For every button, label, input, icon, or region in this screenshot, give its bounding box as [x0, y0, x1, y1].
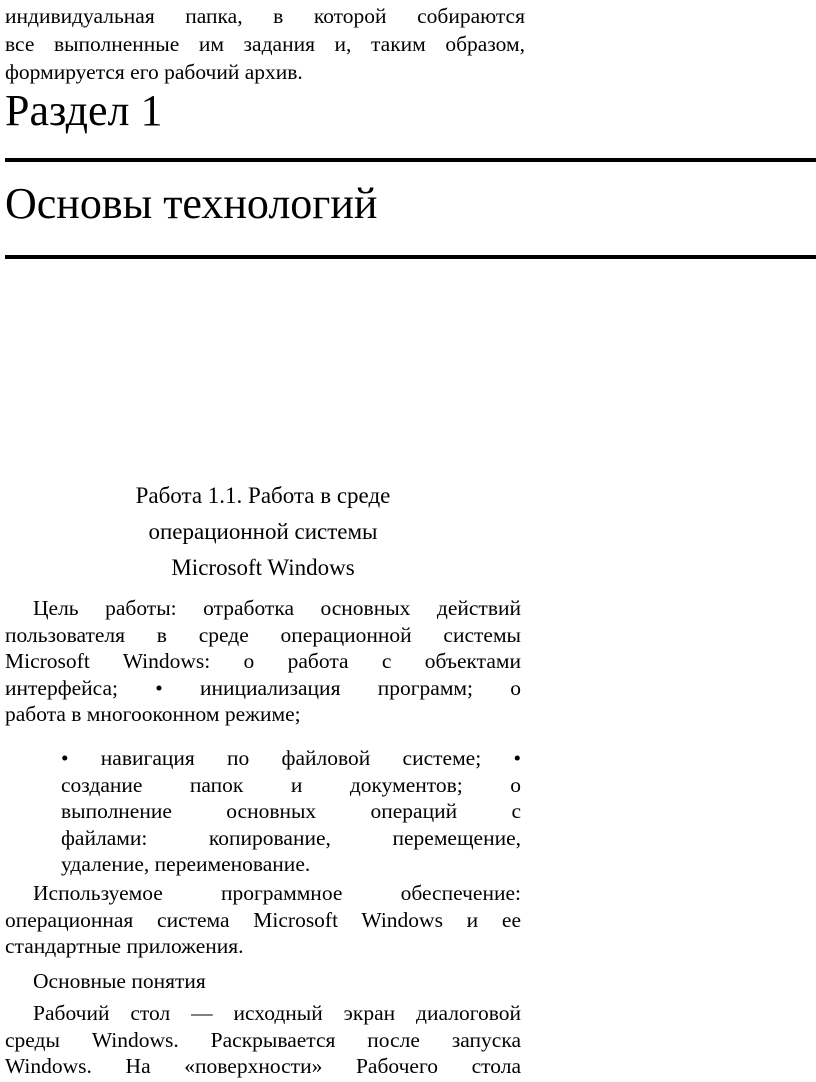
section-top-rule: [5, 158, 816, 162]
section-label: Раздел 1: [5, 86, 163, 135]
intro-line: формируется его рабочий архив.: [5, 60, 303, 84]
goal-list-line: создание папок и документов; o: [61, 772, 521, 797]
work-title-line: операционной системы: [148, 519, 378, 544]
goal-line: пользователя в среде операционной системы: [5, 622, 521, 647]
desktop-paragraph: [5, 1000, 521, 1080]
software-paragraph: [5, 880, 521, 960]
work-title: [5, 478, 521, 586]
software-line: стандартные приложения.: [5, 934, 244, 958]
goal-list-line: выполнение основных операций с: [61, 799, 521, 823]
intro-line: все выполненные им задания и, таким образом,: [5, 32, 525, 56]
software-line: Используемое программное обеспечение:: [33, 881, 521, 905]
intro-paragraph: [5, 2, 525, 86]
intro-line: индивидуальная папка, в которой собираются: [5, 4, 525, 28]
section-title: Основы технологий: [5, 179, 378, 228]
goal-line: интерфейса; • инициализация программ; o: [5, 675, 521, 700]
desktop-line: Windows. На «поверхности» Рабочего стола: [5, 1054, 521, 1078]
goal-list-line: • навигация по файловой системе; •: [61, 746, 521, 770]
desktop-line: Рабочий стол — исходный экран диалоговой: [33, 1001, 521, 1025]
goal-line: работа в многооконном режиме;: [5, 702, 301, 726]
desktop-line: среды Windows. Раскрывается после запуска: [5, 1027, 521, 1052]
work-title-line: Microsoft Windows: [171, 555, 355, 580]
goal-paragraph: [5, 595, 521, 728]
software-line: операционная система Microsoft Windows и ее: [5, 907, 521, 932]
goal-list: [61, 745, 521, 878]
goal-list-line: удаление, переименование.: [61, 852, 311, 876]
goal-line: Microsoft Windows: o работа с объектами: [5, 649, 521, 673]
goal-line: Цель работы: отработка основных действий: [33, 596, 521, 620]
section-bottom-rule: [5, 255, 816, 259]
work-title-line: Работа 1.1. Работа в среде: [135, 483, 391, 508]
concepts-heading: Основные понятия: [33, 969, 206, 993]
goal-list-line: файлами: копирование, перемещение,: [61, 825, 521, 850]
